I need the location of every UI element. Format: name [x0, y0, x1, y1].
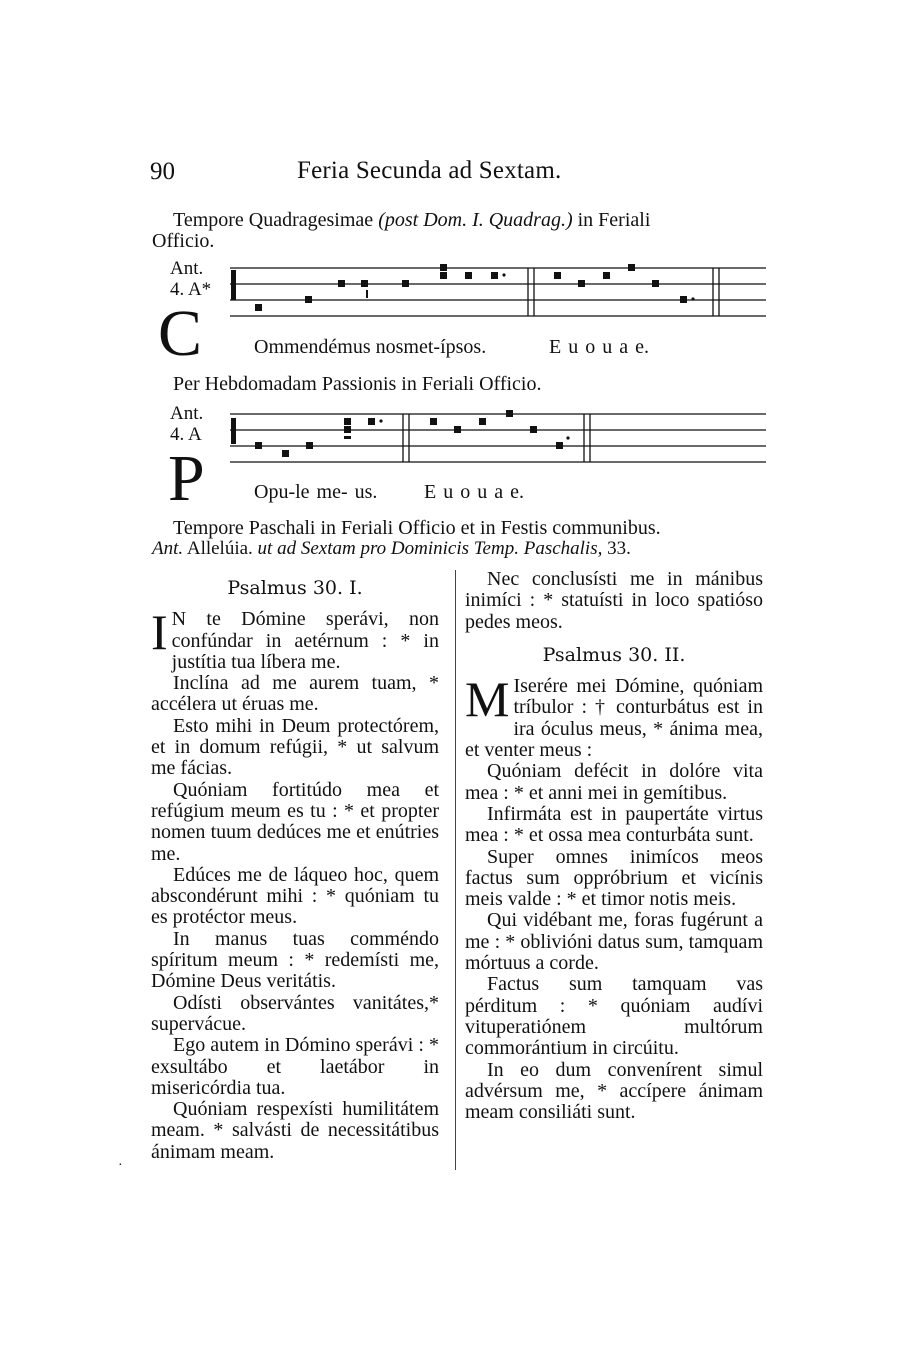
- verse: Qui vidébant me, foras fugérunt a me : * oblivióni datus sum, tamquam mórtuus a corde.: [465, 909, 763, 975]
- verse: Nec conclusísti me in mánibus inimíci : * statuísti in loco spatióso pedes meos.: [465, 568, 763, 633]
- verse: Odísti observántes vanitátes,* supervácue.: [151, 991, 439, 1035]
- psalm-heading-right: Psalmus 30. II.: [542, 643, 686, 666]
- rubric-quadragesima: [173, 209, 773, 231]
- verse-first: [465, 671, 763, 762]
- verse: Esto mihi in Deum protectórem, et in domum refúgii, * ut salvum me fácias.: [151, 714, 439, 780]
- verse-first: [151, 604, 439, 673]
- chant-initial: C: [158, 297, 203, 370]
- rubric-italic: (post Dom. I. Quadrag.): [378, 209, 573, 231]
- chant-initial-2: P: [168, 442, 205, 515]
- left-column: [151, 578, 439, 1163]
- rubric-passion: Per Hebdomadam Passionis in Feriali Officio.: [173, 373, 542, 395]
- verse-text: N te Dómine sperávi, non confúndar in aetérnum : * in justítia tua líbera me.: [171, 608, 439, 673]
- euouae-2: E u o u a e.: [424, 481, 524, 503]
- ant-reference-text: ut ad Sextam pro Dominicis Temp. Paschalis,: [257, 538, 603, 559]
- margin-mark: ·: [118, 1158, 123, 1173]
- verse: In manus tuas comméndo spíritum meum : * redemísti me, Dómine Deus veritátis.: [151, 927, 439, 993]
- drop-cap: I: [151, 604, 168, 661]
- psalm-heading-left: Psalmus 30. I.: [227, 577, 363, 599]
- chant-lyrics-1: Ommendémus nosmet-ípsos.: [254, 336, 487, 358]
- ant-reference: [152, 538, 631, 560]
- chant-staff-1: [228, 262, 768, 332]
- mode-label: 4. A*: [170, 279, 212, 300]
- ant-label-2: Ant.: [170, 403, 204, 424]
- verse: Quóniam respexísti humilitátem meam. * salvásti de necessitátibus ánimam meam.: [151, 1098, 439, 1163]
- verse: Quóniam fortitúdo mea et refúgium meum es tu : * et propter nomen tuum dedúces me et enútries me.: [151, 778, 439, 865]
- verse: Edúces me de láqueo hoc, quem abscondérunt mihi : * quóniam tu es protéctor meus.: [151, 863, 439, 929]
- ant-abbrev: Ant.: [152, 538, 184, 559]
- page-title: Feria Secunda ad Sextam.: [297, 157, 562, 184]
- verse: Inclína ad me aurem tuam, * accélera ut éruas me.: [151, 672, 439, 716]
- verse: Infirmáta est in paupertáte virtus mea : * et ossa mea conturbáta sunt.: [465, 802, 763, 847]
- verse: In eo dum convenírent simul advérsum me, * accípere ánimam meam consiliáti sunt.: [465, 1058, 763, 1124]
- rubric-text: Tempore Quadragesimae: [173, 209, 374, 231]
- column-divider: [455, 570, 456, 1170]
- ant-label: Ant.: [170, 258, 204, 279]
- ant-incipit: Allelúia.: [186, 538, 253, 559]
- rubric-officio: Officio.: [152, 230, 215, 252]
- verse: Ego autem in Dómino sperávi : * exsultábo et laetábor in misericórdia tua.: [151, 1034, 439, 1099]
- euouae-1: E u o u a e.: [549, 336, 649, 358]
- rubric-paschal: Tempore Paschali in Feriali Officio et in Festis communibus.: [173, 517, 661, 539]
- page-number: 90: [150, 158, 175, 185]
- verse: Quóniam defécit in dolóre vita mea : * et anni mei in gemítibus.: [465, 760, 763, 804]
- rubric-text-end: in Feriali: [577, 209, 651, 231]
- ant-page-ref: 33.: [607, 538, 631, 559]
- verse-text: Iserére mei Dómine, quóniam tríbulor : † conturbátus est in ira óculus meus, * ánima mea, et venter meus :: [465, 675, 763, 762]
- chant-lyrics-2: Opu-le me- us.: [254, 481, 378, 503]
- right-column: [465, 569, 763, 1123]
- verse: Super omnes inimícos meos factus sum oppróbrium et vicínis meis valde : * et timor notis meis.: [465, 845, 763, 911]
- mode-label-2: 4. A: [170, 424, 202, 445]
- drop-cap: M: [465, 671, 510, 728]
- verse: Factus sum tamquam vas pérditum : * quóniam audívi vituperatiónem multórum commorántium in circúitu.: [465, 973, 763, 1060]
- chant-staff-2: [228, 408, 768, 474]
